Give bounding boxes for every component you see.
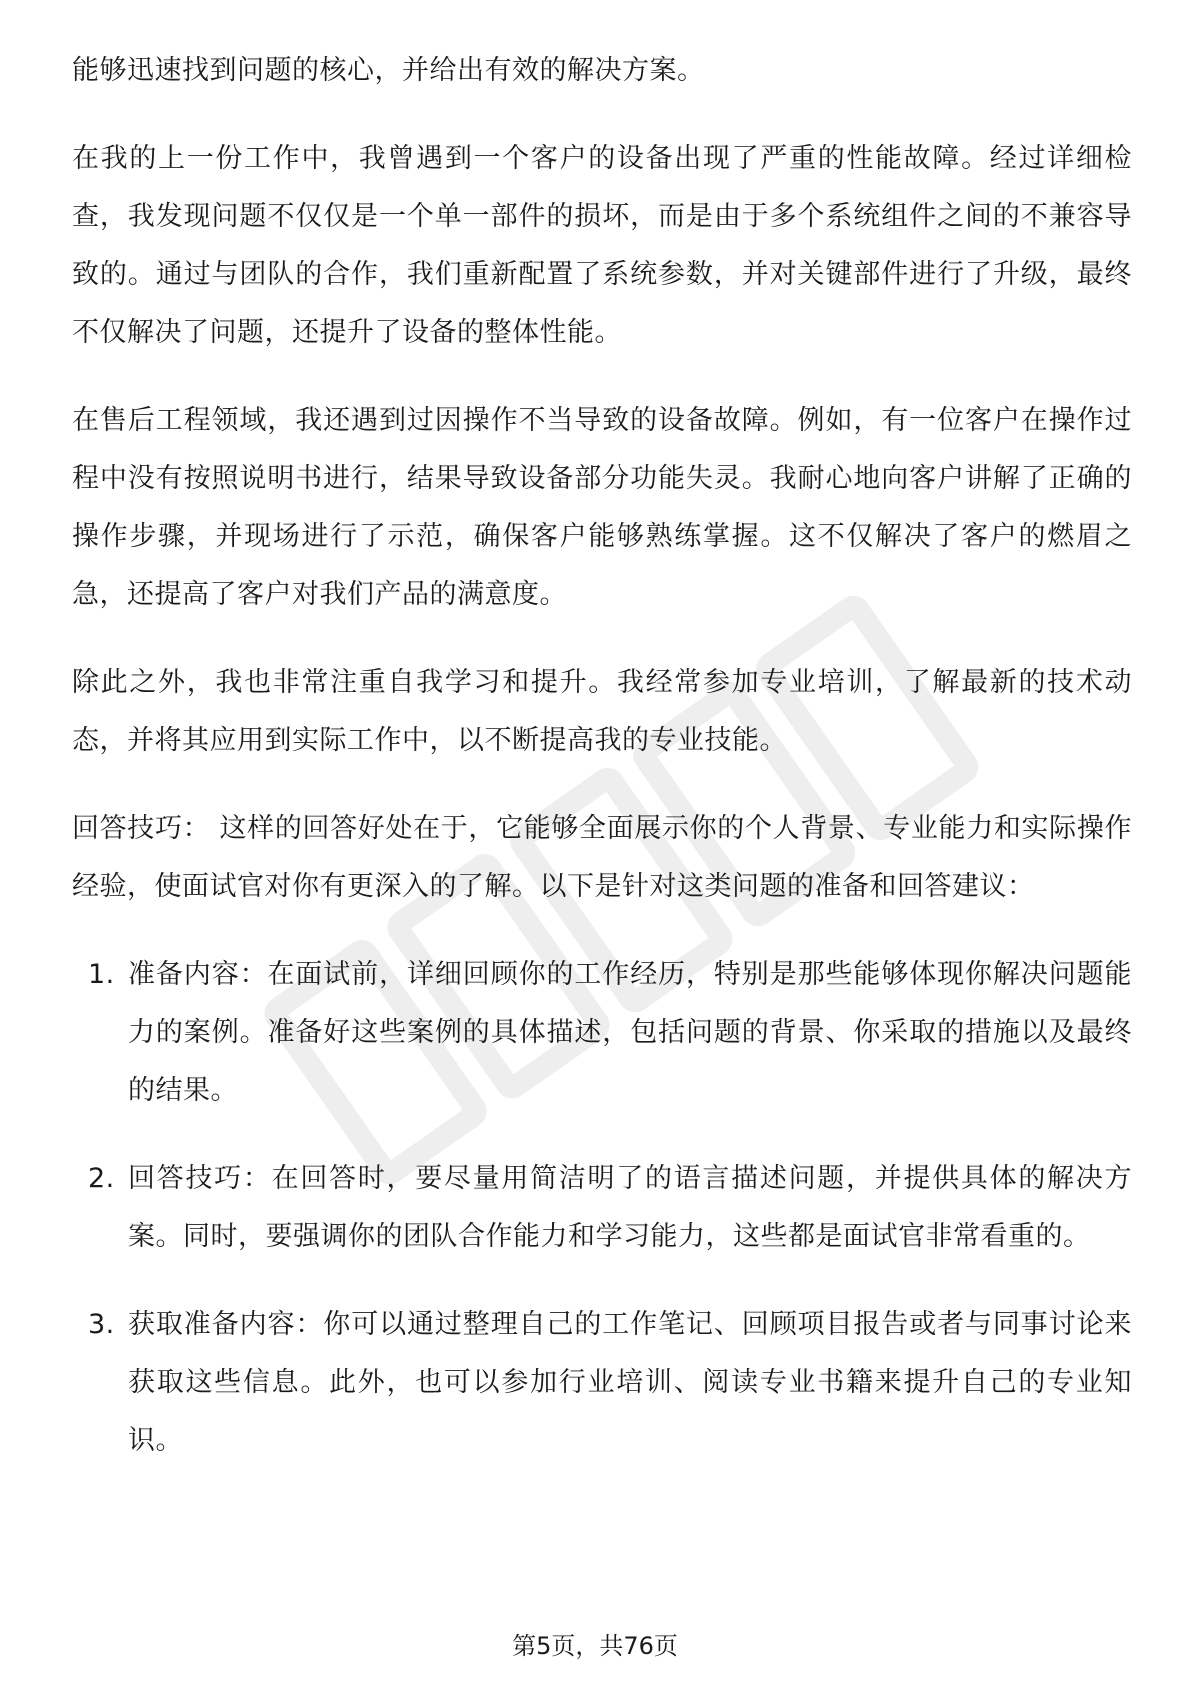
list-number: 3. — [88, 1309, 115, 1340]
document-body — [72, 42, 1132, 1500]
page-number: 第5页，共76页 — [512, 1632, 678, 1660]
list-item — [72, 946, 1132, 1120]
list-item-text: 回答技巧：在回答时，要尽量用简洁明了的语言描述问题，并提供具体的解决方案。同时，要强调你的团队合作能力和学习能力，这些都是面试官非常看重的。 — [128, 1163, 1132, 1252]
list-number: 1. — [88, 959, 115, 990]
paragraph: 能够迅速找到问题的核心，并给出有效的解决方案。 — [72, 55, 705, 86]
paragraph: 在我的上一份工作中，我曾遇到一个客户的设备出现了严重的性能故障。经过详细检查，我发现问题不仅仅是一个单一部件的损坏，而是由于多个系统组件之间的不兼容导致的。通过与团队的合作，我们重新配置了系统参数，并对关键部件进行了升级，最终不仅解决了问题，还提升了设备的整体性能。 — [72, 143, 1132, 348]
paragraph: 除此之外，我也非常注重自我学习和提升。我经常参加专业培训，了解最新的技术动态，并将其应用到实际工作中，以不断提高我的专业技能。 — [72, 667, 1132, 756]
list-item-text: 获取准备内容：你可以通过整理自己的工作笔记、回顾项目报告或者与同事讨论来获取这些信息。此外，也可以参加行业培训、阅读专业书籍来提升自己的专业知识。 — [128, 1309, 1132, 1456]
paragraph: 在售后工程领域，我还遇到过因操作不当导致的设备故障。例如，有一位客户在操作过程中没有按照说明书进行，结果导致设备部分功能失灵。我耐心地向客户讲解了正确的操作步骤，并现场进行了示范，确保客户能够熟练掌握。这不仅解决了客户的燃眉之急，还提高了客户对我们产品的满意度。 — [72, 405, 1132, 610]
list-number: 2. — [88, 1163, 115, 1194]
list-item-text: 准备内容：在面试前，详细回顾你的工作经历，特别是那些能够体现你解决问题能力的案例。准备好这些案例的具体描述，包括问题的背景、你采取的措施以及最终的结果。 — [128, 959, 1132, 1106]
tips-list — [72, 946, 1132, 1470]
list-item — [72, 1150, 1132, 1266]
list-item — [72, 1296, 1132, 1470]
answer-tips-paragraph: 回答技巧： 这样的回答好处在于，它能够全面展示你的个人背景、专业能力和实际操作经验，使面试官对你有更深入的了解。以下是针对这类问题的准备和回答建议： — [72, 813, 1132, 902]
